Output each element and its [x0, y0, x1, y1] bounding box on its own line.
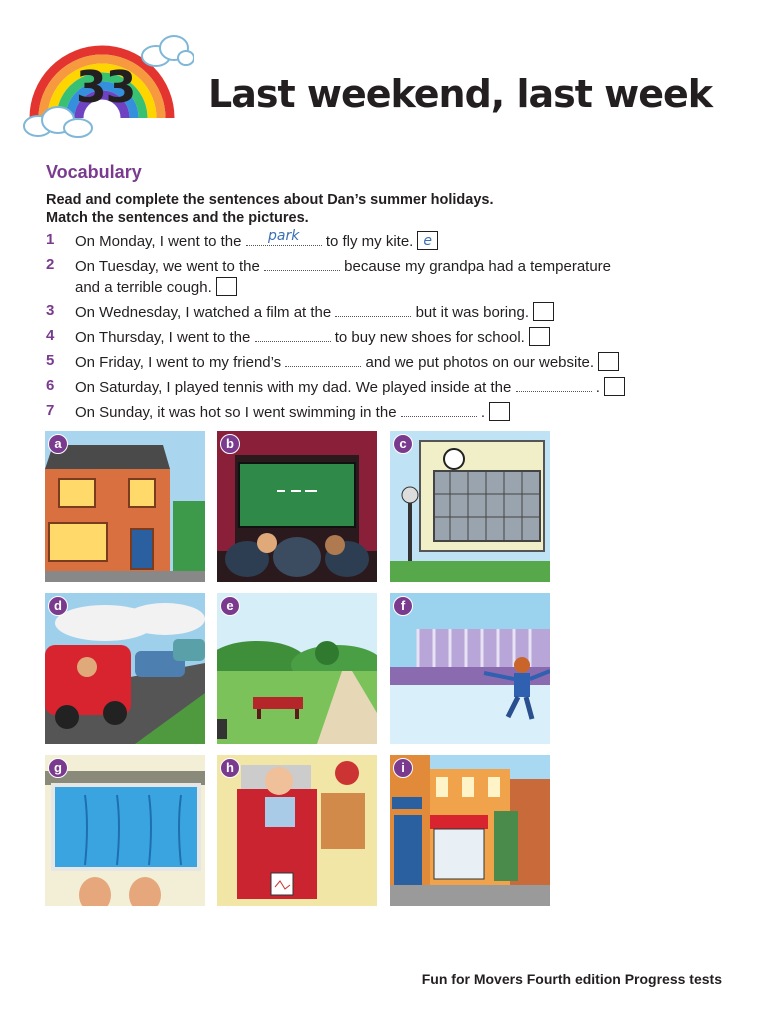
answer-box[interactable] — [417, 231, 438, 250]
sentence-1 — [46, 230, 686, 252]
sentence-text: to buy new shoes for school. — [330, 329, 525, 346]
sentence-number: 7 — [46, 402, 55, 419]
sentence-text: . — [591, 379, 600, 396]
picture-letter: i — [393, 758, 413, 778]
answer-blank[interactable] — [285, 351, 361, 367]
picture-letter: a — [48, 434, 68, 454]
picture-traffic — [45, 593, 205, 744]
instructions-line: Match the sentences and the pictures. — [46, 210, 309, 226]
sentence-text: On Thursday, I went to the — [75, 329, 255, 346]
sentence-text: On Wednesday, I watched a film at the — [75, 304, 336, 321]
footer-text: Fun for Movers Fourth edition Progress tests — [421, 971, 722, 987]
answer-box[interactable] — [489, 402, 510, 421]
picture-letter: b — [220, 434, 240, 454]
sentence-text: On Sunday, it was hot so I went swimming in the — [75, 404, 401, 421]
picture-cinema — [217, 431, 377, 582]
picture-house — [45, 431, 205, 582]
sentence-text: On Friday, I went to my friend’s — [75, 354, 286, 371]
picture-hospital — [217, 755, 377, 906]
picture-letter: h — [220, 758, 240, 778]
sentence-text: On Tuesday, we went to the — [75, 258, 264, 275]
answer-box[interactable] — [598, 352, 619, 371]
sentence-number: 4 — [46, 327, 55, 344]
picture-letter: e — [220, 596, 240, 616]
answer-blank[interactable] — [516, 376, 592, 392]
sentence-text: and we put photos on our website. — [361, 354, 595, 371]
instructions-line: Read and complete the sentences about Dan’s summer holidays. — [46, 192, 494, 208]
answer-blank[interactable] — [255, 326, 331, 342]
sentence-text: but it was boring. — [411, 304, 529, 321]
sentence-number: 5 — [46, 352, 55, 369]
answer-blank[interactable] — [246, 230, 322, 246]
sentence-number: 3 — [46, 302, 55, 319]
sentence-6 — [46, 376, 686, 398]
sentence-3 — [46, 301, 686, 323]
instructions — [46, 191, 493, 227]
sentence-7 — [46, 401, 686, 423]
answer-box[interactable] — [604, 377, 625, 396]
picture-letter: c — [393, 434, 413, 454]
answer-box[interactable] — [529, 327, 550, 346]
sentence-text: because my grandpa had a temperature — [340, 258, 612, 275]
picture-shops — [390, 755, 550, 906]
sentence-4 — [46, 326, 686, 348]
sentence-5 — [46, 351, 686, 373]
sentence-2 — [46, 255, 686, 298]
answer-box-letter: e — [423, 233, 432, 249]
picture-park — [217, 593, 377, 744]
answer-box[interactable] — [533, 302, 554, 321]
answer-text: park — [267, 228, 300, 244]
answer-blank[interactable] — [335, 301, 411, 317]
sentence-number: 6 — [46, 377, 55, 394]
picture-sports-centre — [390, 431, 550, 582]
picture-letter: d — [48, 596, 68, 616]
sentence-text: On Monday, I went to the — [75, 233, 246, 250]
picture-grid — [45, 431, 550, 907]
picture-ice-rink — [390, 593, 550, 744]
picture-swimming-pool — [45, 755, 205, 906]
page-title: Last weekend, last week — [208, 72, 713, 116]
sentence-text: and a terrible cough. — [75, 279, 212, 296]
sentence-text: On Saturday, I played tennis with my dad. We played inside at the — [75, 379, 516, 396]
unit-number: 33 — [76, 62, 136, 113]
picture-letter: g — [48, 758, 68, 778]
sentence-list — [46, 230, 686, 426]
sentence-number: 2 — [46, 256, 55, 273]
section-heading: Vocabulary — [46, 162, 142, 182]
sentence-number: 1 — [46, 231, 55, 248]
sentence-text: . — [476, 404, 486, 421]
answer-box[interactable] — [216, 277, 237, 296]
answer-blank[interactable] — [401, 401, 477, 417]
picture-letter: f — [393, 596, 413, 616]
sentence-text: to fly my kite. — [321, 233, 414, 250]
answer-blank[interactable] — [264, 255, 340, 271]
